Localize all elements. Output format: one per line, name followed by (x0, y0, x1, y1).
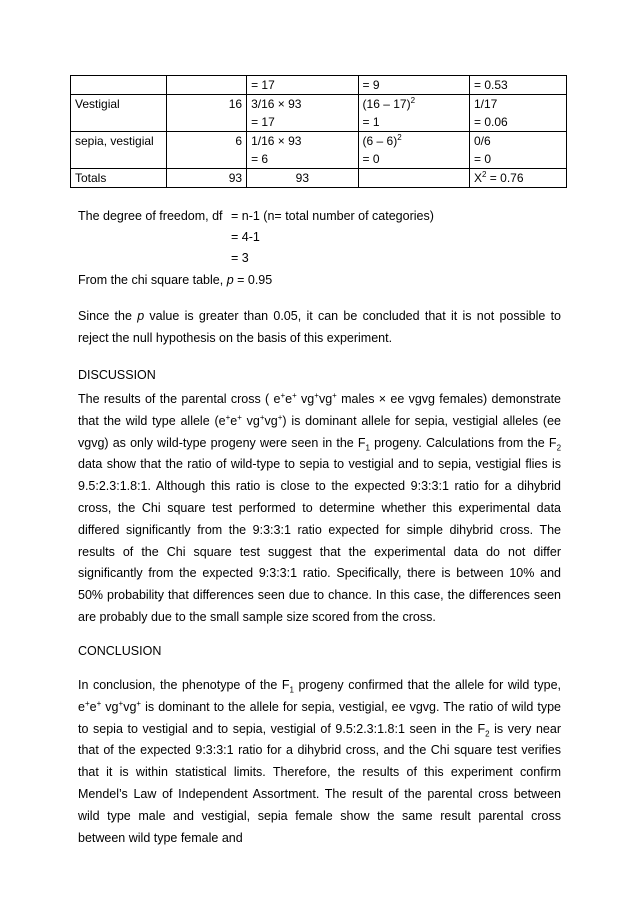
table-cell (358, 95, 469, 132)
conclusion-paragraph-p-value: Since the p value is greater than 0.05, it can be concluded that it is not possible to reject the null hypothesis on the basis of this experiment. (78, 309, 562, 345)
table-cell: Vestigial (71, 95, 167, 132)
df-line: = 3 (231, 251, 249, 265)
df-label: The degree of freedom, df (78, 209, 223, 223)
conclusion-paragraph: In conclusion, the phenotype of the $F_1$ progeny confirmed that the allele for wild type, e+e+ vg+vg+ is dominant to the allele for sepia, vestigial, ee vgvg. The ratio of wild type to sepia to vestigial and to sepia, vestigial of 9.5:2.3:1.8:1 seen in the $F_2$ is very near that of the expected 9:3:3:1 ratio for a dihybrid cross, and the Chi square test verifies that it is within statistical limits. Therefore, the results of this experiment confirm Mendel’s Law of Independent Assortment. The result of the parental cross between wild type male and vestigial, sepia female show the same result parental cross between wild type female and (78, 678, 562, 845)
table-row (71, 132, 567, 169)
cell-line: (16 – 17)$^2$ (362, 96, 416, 111)
table-cell (358, 132, 469, 169)
table-cell (470, 132, 567, 169)
totals-label: Totals (71, 169, 167, 188)
table-cell (358, 169, 469, 188)
df-values (231, 206, 434, 269)
cell-line: 0/6 (474, 134, 491, 148)
table-cell (247, 95, 358, 132)
table-cell (470, 95, 567, 132)
table-cell: = 9 (358, 76, 469, 95)
totals-expected: 93 (247, 169, 358, 188)
table-cell: = 0.53 (470, 76, 567, 95)
table-cell (166, 76, 246, 95)
discussion-heading: DISCUSSION (78, 368, 156, 382)
table-cell (71, 76, 167, 95)
cell-line: (6 – 6)$^2$ (362, 133, 402, 148)
chi-square-table (70, 75, 567, 188)
df-line: = 4-1 (231, 230, 260, 244)
table-cell: 16 (166, 95, 246, 132)
totals-observed: 93 (166, 169, 246, 188)
df-line: = n-1 (n= total number of categories) (231, 209, 434, 223)
cell-line: = 1 (362, 115, 380, 129)
cell-line: 1/16 × 93 (251, 134, 302, 148)
cell-line: = 0 (362, 152, 380, 166)
conclusion-heading: CONCLUSION (78, 644, 162, 658)
table-row-totals (71, 169, 567, 188)
cell-line: 1/17 (474, 97, 498, 111)
cell-line: = 0 (474, 152, 492, 166)
table-cell: 6 (166, 132, 246, 169)
table-row (71, 76, 567, 95)
table-cell (247, 132, 358, 169)
table-cell: = 17 (247, 76, 358, 95)
table-row (71, 95, 567, 132)
cell-line: = 0.06 (474, 115, 508, 129)
cell-line: = 17 (251, 115, 275, 129)
chi-table-result: From the chi square table, p = 0.95 (78, 273, 273, 287)
table-cell: sepia, vestigial (71, 132, 167, 169)
cell-line: = 6 (251, 152, 269, 166)
discussion-paragraph: The results of the parental cross ( e+e+ vg+vg+ males × ee vgvg females) demonstrate that the wild type allele (e+e+ vg+vg+) is dominant allele for sepia, vestigial alleles (ee vgvg) as only wild-type progeny were seen in the $F_1$ progeny. Calculations from the $F_2$ data show that the ratio of wild-type to sepia to vestigial and to sepia, vestigial flies is 9.5:2.3:1.8:1. Although this ratio is close to the expected 9:3:3:1 ratio for a dihybrid cross, the Chi square test performed to determine whether this experimental data differed significantly from the 9:3:3:1 ratio expected for simple dihybrid cross. The results of the Chi square test suggest that the experimental data do not differ significantly from the expected 9:3:3:1 ratio. Specifically, there is between 10% and 50% probability that differences seen due to chance. In this case, the differences seen are probably due to the small sample size scored from the cross. (78, 390, 562, 624)
totals-chi-square: $X^2 = 0.76$ (470, 169, 567, 188)
cell-line: 3/16 × 93 (251, 97, 302, 111)
